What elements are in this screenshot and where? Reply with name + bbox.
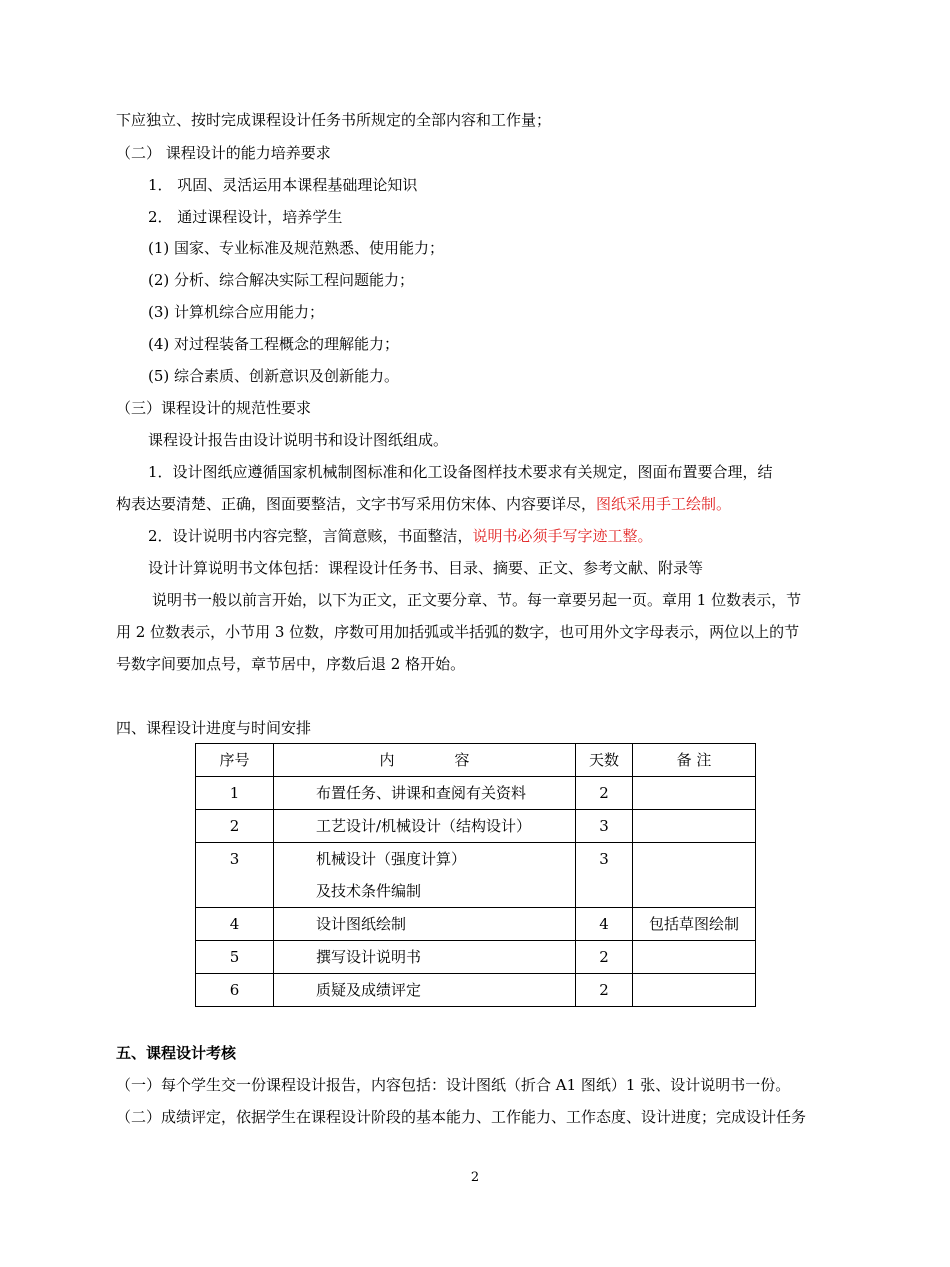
cell-no: 5 bbox=[196, 941, 274, 974]
cell-note bbox=[633, 810, 756, 843]
cell-no: 1 bbox=[196, 777, 274, 810]
paragraph: 1．设计图纸应遵循国家机械制图标准和化工设备图样技术要求有关规定，图面布置要合理，结 bbox=[148, 463, 773, 481]
schedule-table bbox=[195, 743, 756, 1007]
table-row bbox=[196, 843, 756, 908]
cell-days: 2 bbox=[576, 974, 633, 1007]
paragraph: （一）每个学生交一份课程设计报告，内容包括：设计图纸（折合 A1 图纸）1 张、设计说明书一份。 bbox=[116, 1076, 791, 1094]
header-cell: 天数 bbox=[576, 744, 633, 777]
cell-days: 2 bbox=[576, 777, 633, 810]
list-item: (5) 综合素质、创新意识及创新能力。 bbox=[148, 367, 400, 385]
page-number: 2 bbox=[470, 1170, 480, 1185]
table-row bbox=[196, 941, 756, 974]
section-heading-5: 五、课程设计考核 bbox=[116, 1044, 237, 1062]
paragraph: （二）成绩评定，依据学生在课程设计阶段的基本能力、工作能力、工作态度、设计进度；完成设计任务 bbox=[116, 1108, 807, 1126]
section-heading-4: 四、课程设计进度与时间安排 bbox=[116, 719, 312, 737]
list-item: 2． 通过课程设计，培养学生 bbox=[148, 208, 343, 226]
cell-no: 3 bbox=[196, 843, 274, 908]
list-item: 1． 巩固、灵活运用本课程基础理论知识 bbox=[148, 176, 418, 194]
cell-note bbox=[633, 941, 756, 974]
paragraph-text: 2．设计说明书内容完整，言简意赅，书面整洁， bbox=[148, 527, 473, 545]
paragraph-text: 构表达要清楚、正确，图面要整洁，文字书写采用仿宋体、内容要详尽， bbox=[116, 495, 597, 513]
list-item: (3) 计算机综合应用能力； bbox=[148, 303, 325, 321]
cell-content: 撰写设计说明书 bbox=[274, 941, 576, 974]
table-row bbox=[196, 777, 756, 810]
cell-note bbox=[633, 777, 756, 810]
paragraph-continued: 用 2 位数表示，小节用 3 位数，序数可用加括弧或半括弧的数字，也可用外文字母表示，两位以上的节 bbox=[116, 623, 800, 641]
cell-note bbox=[633, 843, 756, 908]
table-row bbox=[196, 810, 756, 843]
cell-content bbox=[274, 843, 576, 908]
paragraph: 课程设计报告由设计说明书和设计图纸组成。 bbox=[148, 431, 449, 449]
cell-content-line: 机械设计（强度计算） bbox=[316, 850, 467, 868]
paragraph: 说明书一般以前言开始，以下为正文，正文要分章、节。每一章要另起一页。章用 1 位数表示，节 bbox=[152, 591, 802, 609]
cell-days: 4 bbox=[576, 908, 633, 941]
paragraph bbox=[148, 526, 653, 546]
paragraph-continued bbox=[116, 494, 731, 514]
table-row bbox=[196, 908, 756, 941]
paragraph-continued: 号数字间要加点号，章节居中，序数后退 2 格开始。 bbox=[116, 655, 466, 673]
cell-content-line: 及技术条件编制 bbox=[316, 882, 422, 900]
list-item: (2) 分析、综合解决实际工程问题能力； bbox=[148, 271, 415, 289]
list-item: (1) 国家、专业标准及规范熟悉、使用能力； bbox=[148, 239, 445, 257]
header-cell: 序号 bbox=[196, 744, 274, 777]
cell-days: 3 bbox=[576, 843, 633, 908]
highlight-text: 图纸采用手工绘制。 bbox=[596, 495, 732, 513]
cell-content: 布置任务、讲课和查阅有关资料 bbox=[274, 777, 576, 810]
cell-content: 设计图纸绘制 bbox=[274, 908, 576, 941]
cell-no: 4 bbox=[196, 908, 274, 941]
list-item: (4) 对过程装备工程概念的理解能力； bbox=[148, 335, 400, 353]
header-cell: 备 注 bbox=[633, 744, 756, 777]
cell-note: 包括草图绘制 bbox=[633, 908, 756, 941]
highlight-text: 说明书必须手写字迹工整。 bbox=[472, 527, 653, 545]
cell-no: 2 bbox=[196, 810, 274, 843]
table-header-row bbox=[196, 744, 756, 777]
subsection-heading-2: （二） 课程设计的能力培养要求 bbox=[116, 144, 331, 162]
cell-content: 工艺设计/机械设计（结构设计） bbox=[274, 810, 576, 843]
cell-content: 质疑及成绩评定 bbox=[274, 974, 576, 1007]
cell-days: 2 bbox=[576, 941, 633, 974]
cell-days: 3 bbox=[576, 810, 633, 843]
header-cell: 内 容 bbox=[274, 744, 576, 777]
table-row bbox=[196, 974, 756, 1007]
paragraph: 下应独立、按时完成课程设计任务书所规定的全部内容和工作量； bbox=[116, 111, 552, 129]
cell-note bbox=[633, 974, 756, 1007]
paragraph: 设计计算说明书文体包括：课程设计任务书、目录、摘要、正文、参考文献、附录等 bbox=[148, 559, 704, 577]
cell-no: 6 bbox=[196, 974, 274, 1007]
subsection-heading-3: （三）课程设计的规范性要求 bbox=[116, 399, 312, 417]
